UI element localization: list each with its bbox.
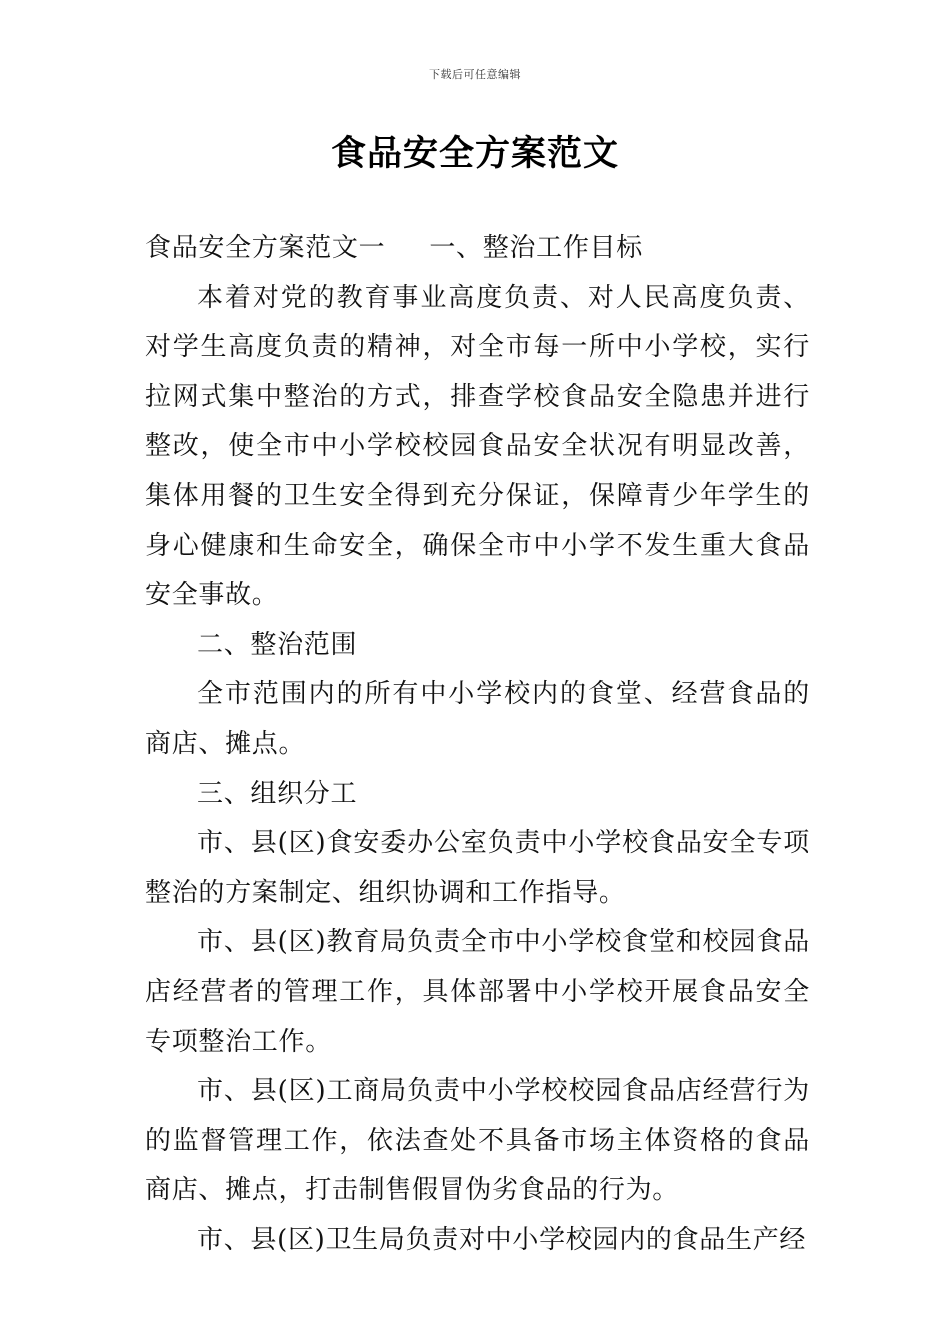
paragraph-commerce-bureau: 市、县(区)工商局负责中小学校校园食品店经营行为的监督管理工作，依法查处不具备市场主体资格的食品商店、摊点，打击制售假冒伪劣食品的行为。 [145,1076,810,1206]
paragraph-goal: 本着对党的教育事业高度负责、对人民高度负责、对学生高度负责的精神，对全市每一所中小学校，实行拉网式集中整治的方式，排查学校食品安全隐患并进行整改，使全市中小学校校园食品安全状况有明显改善，集体用餐的卫生安全得到充分保证，保障青少年学生的身心健康和生命安全，确保全市中小学不发生重大食品安全事故。 [145,282,810,611]
section-heading-2: 二、整治范围 [197,629,358,660]
paragraph-scope: 全市范围内的所有中小学校内的食堂、经营食品的商店、摊点。 [145,679,810,759]
paragraph-food-safety-office: 市、县(区)食安委办公室负责中小学校食品安全专项整治的方案制定、组织协调和工作指导。 [145,828,810,908]
section-heading-1: 一、整治工作目标 [429,233,643,263]
header-note: 下载后可任意编辑 [429,68,521,81]
document-body [145,224,810,1265]
intro-line [145,224,810,274]
intro-lead: 食品安全方案范文一 [145,233,386,263]
paragraph-health-bureau: 市、县(区)卫生局负责对中小学校园内的食品生产经 [197,1224,807,1255]
section-heading-3: 三、组织分工 [197,778,358,809]
document-title: 食品安全方案范文 [330,134,619,174]
paragraph-education-bureau: 市、县(区)教育局负责全市中小学校食堂和校园食品店经营者的管理工作，具体部署中小学校开展食品安全专项整治工作。 [145,927,810,1057]
